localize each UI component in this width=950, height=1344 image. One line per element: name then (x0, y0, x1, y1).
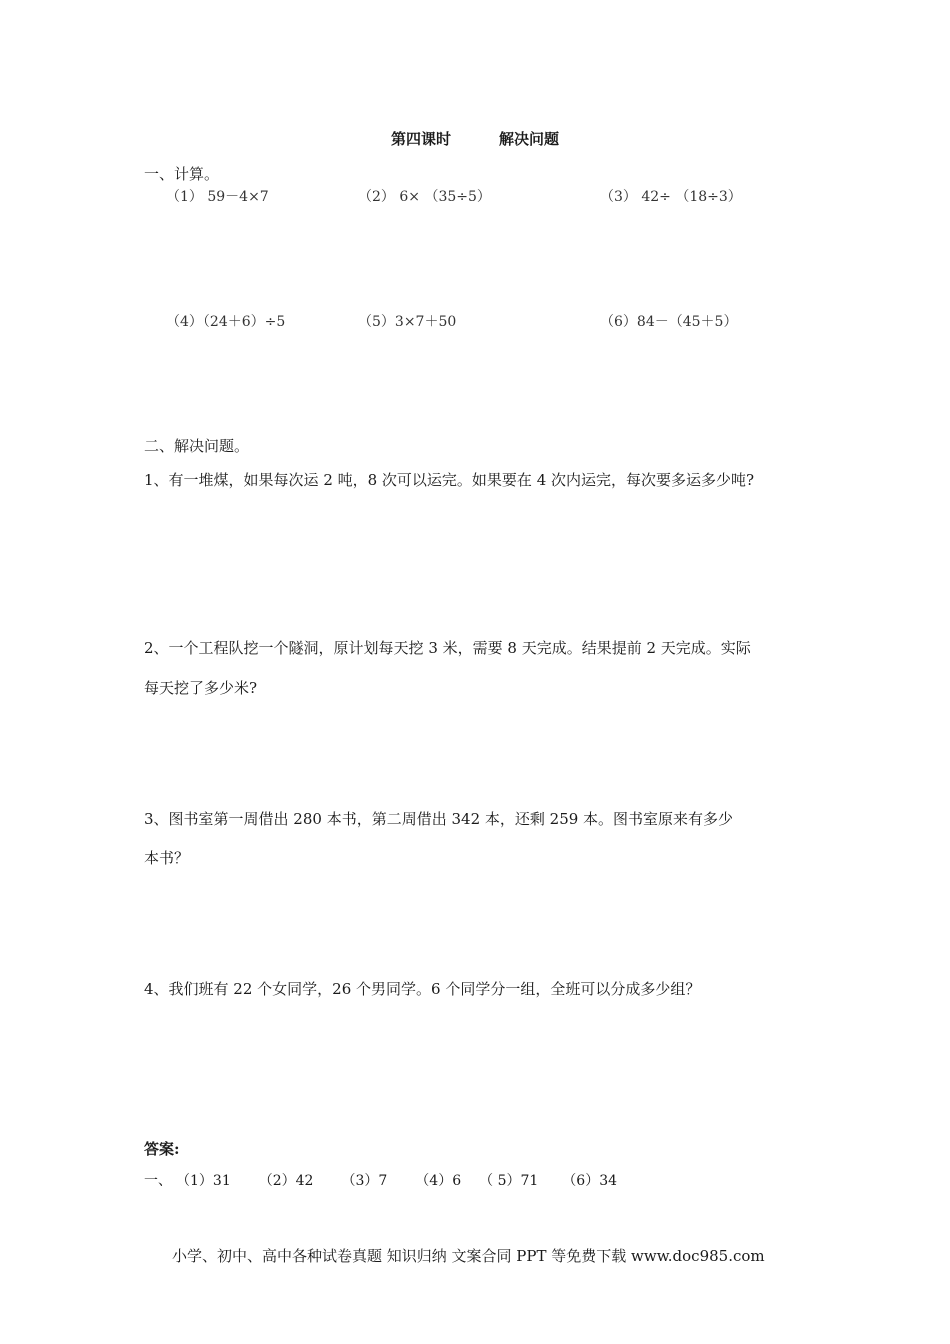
problem-3-line-1: 3、图书室第一周借出 280 本书，第二周借出 342 本，还剩 259 本。图书室原来有多少 (144, 810, 734, 828)
calc-item-2: （2） 6× （35÷5） (358, 189, 491, 205)
problem-3-line-2: 本书？ (144, 849, 190, 867)
problem-2-line-2: 每天挖了多少米? (144, 679, 258, 697)
lesson-topic: 解决问题 (499, 130, 560, 148)
answers-row (144, 1170, 617, 1190)
problem-1: 1、有一堆煤，如果每次运 2 吨，8 次可以运完。如果要在 4 次内运完，每次要多运多少吨? (144, 471, 755, 489)
problem-4: 4、我们班有 22 个女同学，26 个男同学。6 个同学分一组，全班可以分成多少组？ (144, 980, 701, 998)
page-title (0, 128, 950, 149)
answer-item: （4）6 (415, 1173, 462, 1189)
answers-prefix: 一、 (144, 1173, 172, 1189)
answer-item: （ 5）71 (479, 1173, 539, 1189)
footer-text: 小学、初中、高中各种试卷真题 知识归纳 文案合同 PPT 等免费下载 www.doc985.com (172, 1247, 765, 1265)
calc-item-5: （5）3×7＋50 (358, 314, 457, 330)
calc-item-3: （3） 42÷ （18÷3） (600, 189, 742, 205)
section-1-heading: 一、计算。 (144, 165, 220, 183)
answers-heading: 答案: (144, 1140, 180, 1158)
calc-item-4: （4）（24＋6）÷5 (166, 314, 286, 330)
answer-item: （6）34 (562, 1173, 618, 1189)
problem-2-line-1: 2、一个工程队挖一个隧洞，原计划每天挖 3 米，需要 8 天完成。结果提前 2 天完成。实际 (144, 639, 751, 657)
answer-item: （2）42 (258, 1173, 314, 1189)
lesson-label: 第四课时 (390, 130, 451, 148)
answer-item: （1）31 (176, 1173, 231, 1189)
answer-item: （3）7 (341, 1173, 388, 1189)
calc-item-6: （6）84－（45＋5） (600, 314, 738, 330)
section-2-heading: 二、解决问题。 (144, 437, 250, 455)
calc-item-1: （1） 59－4×7 (166, 189, 269, 205)
